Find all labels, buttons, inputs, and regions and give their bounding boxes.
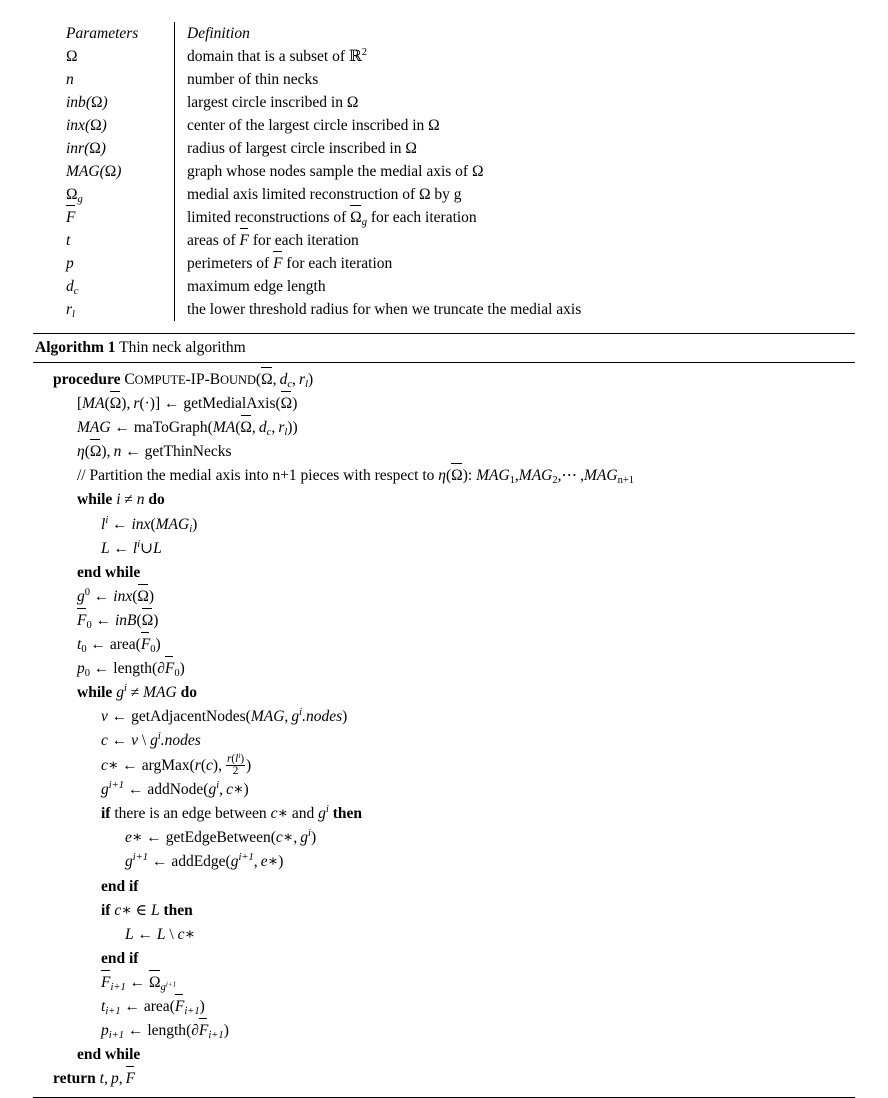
alg-line-while-g: while $g^i$ ≠ MAG do [77,683,197,702]
definition-omega: domain that is a subset of ℝ$^2$ [175,45,582,68]
alg-line-t-next: $t_{i+1}$ ← $area(F_{i+1})$ [33,995,855,1019]
alg-line-if-edge: if there is an edge between c∗ and $g^i$ then [101,804,362,823]
table-row [66,252,581,275]
alg-line-li-assign: $l^i$ ← $inx(MAG_i)$ [101,514,198,535]
alg-line-getedgebetween: e∗ ← getEdgeBetween(c∗, $g^i$) [125,828,317,847]
alg-line-f-next: $F_{i+1}$ ← $\Omega_{g^{i+1}}$ [33,971,855,995]
table-row [66,183,581,206]
definition-fbar: limited reconstructions of $\Omega_g$ for each iteration [175,206,582,229]
nomenclature-table [66,22,766,321]
param-n: n [66,71,74,88]
param-inb: inb(Ω) [66,94,108,111]
alg-line-L-union: L ← $l^i\cup L$ [101,538,162,557]
alg-line-addedge: $g^{i+1}$ ← $addEdge(g^{i+1}$, e∗) [125,852,284,871]
alg-line-p-next: $p_{i+1}$ ← $length(\partial F_{i+1})$ [33,1019,855,1043]
alg-line-cstar-argmax: c∗ ← argMax(r(c), $\frac{r(l^i)}{2}$ ) [101,750,252,778]
table-row [66,275,581,298]
alg-line-end-while-1: end while [77,563,141,581]
param-t: t [66,232,71,249]
alg-line-L-remove: L ← L \ c∗ [125,925,195,943]
definition-omega-g: medial axis limited reconstruction of Ω by g [175,183,582,206]
param-mag: MAG(Ω) [66,163,122,180]
table-row [66,114,581,137]
definition-p: perimeters of F for each iteration [175,252,582,275]
alg-line-g0: $g^0$ ← inx(Ω) [33,585,855,609]
alg-line-c-setminus: c ← v \ $g^i.nodes$ [101,731,201,750]
alg-line-t0: $t_0$ ← $area(F_0)$ [33,633,855,657]
param-dc: $d_c$ [66,278,79,297]
alg-line-f0: $F_0$ ← inB(Ω) [33,609,855,633]
table-row [66,298,581,321]
table-row [66,68,581,91]
definition-t: areas of F for each iteration [175,229,582,252]
definition-mag: graph whose nodes sample the medial axis of Ω [175,160,582,183]
header-parameters: Parameters [66,25,139,42]
alg-line-comment-partition: // Partition the medial axis into n+1 pieces with respect to η(Ω): $MAG_1,MAG_2,\cdots$ $,MAG_{n+1}$ [33,464,855,488]
definition-inr: radius of largest circle inscribed in Ω [175,137,582,160]
alg-line-end-if-2: end if [101,949,139,967]
param-fbar: F [66,206,175,229]
alg-line-p0: $p_0$ ← $length(\partial F_0)$ [33,657,855,681]
algorithm-caption: Thin neck algorithm [119,339,246,356]
alg-line-if-in-L: if c∗ ∈ L then [101,901,193,919]
table-header-row [66,22,581,45]
definition-n: number of thin necks [175,68,582,91]
alg-line-getthinnecks: η(Ω), n ← getThinNecks [33,440,855,464]
alg-line-while-i: while i ≠ n do [77,491,165,509]
table-row [66,206,581,229]
definition-rl: the lower threshold radius for when we truncate the medial axis [175,298,582,321]
param-omega: Ω [66,48,78,65]
alg-line-matograph: MAG ← maToGraph(MA(Ω, $d_c$, $r_l$)) [33,416,855,440]
table-row [66,137,581,160]
header-definition: Definition [175,22,582,45]
algorithm-label: Algorithm 1 [35,339,116,356]
param-inr: inr(Ω) [66,140,106,157]
param-omega-g: $\Omega_g$ [66,186,83,205]
table-row [66,45,581,68]
alg-line-getadjacentnodes: v ← getAdjacentNodes(MAG, $g^i.nodes$) [101,707,348,726]
definition-dc: maximum edge length [175,275,582,298]
table-row [66,91,581,114]
table-row [66,229,581,252]
alg-line-return: return t, p, F [33,1067,855,1091]
definition-inb: largest circle inscribed in Ω [175,91,582,114]
param-p: p [66,255,74,272]
algorithm-float [33,333,855,1098]
algorithm-title [33,334,855,362]
algorithm-body [33,363,855,1097]
param-inx: inx(Ω) [66,117,107,134]
definition-inx: center of the largest circle inscribed in Ω [175,114,582,137]
alg-line-addnode: $g^{i+1}$ ← $addNode(g^i$, c∗) [101,780,249,799]
table-row [66,160,581,183]
param-rl: $r_l$ [66,301,75,320]
alg-line-procedure: procedure COMPUTE-IP-BOUND(Ω, $d_c$, $r_l$) [33,368,855,392]
alg-line-getmedialaxis: [MA(Ω), r(·)] ← getMedialAxis(Ω) [33,392,855,416]
alg-line-end-while-2: end while [77,1046,141,1064]
alg-line-end-if-1: end if [101,877,139,895]
